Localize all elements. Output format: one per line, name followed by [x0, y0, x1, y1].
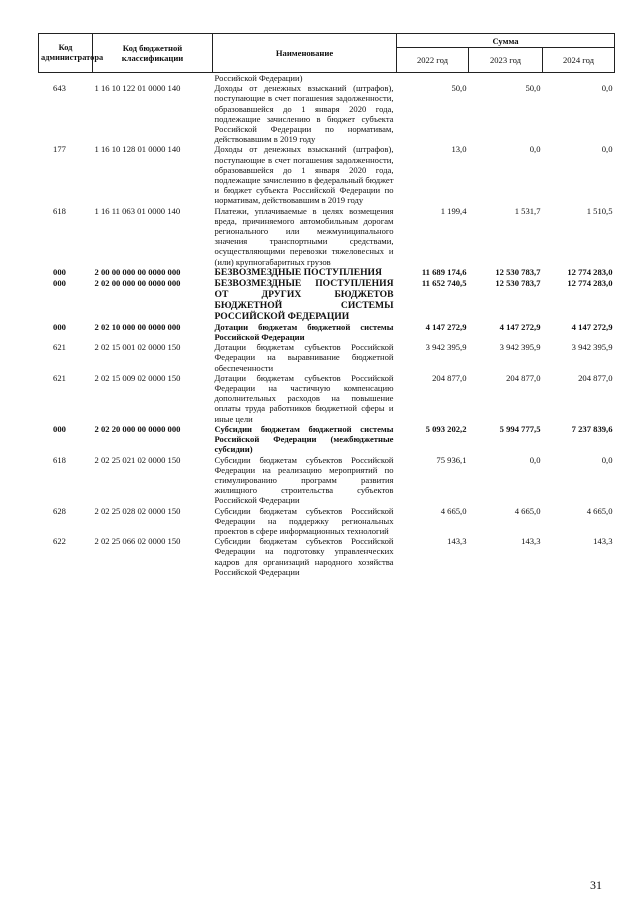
- admin-code: 000: [53, 423, 66, 434]
- table-row: [39, 342, 615, 373]
- table-row: [39, 83, 615, 144]
- sum-2023: 3 942 395,9: [499, 342, 541, 353]
- sum-2022: 204 877,0: [432, 372, 467, 383]
- header-budget-code: Код бюджетной классификации: [93, 34, 213, 73]
- sum-2024: 4 147 272,9: [571, 321, 613, 332]
- sum-2024: 0,0: [601, 144, 613, 155]
- sum-2024: 143,3: [593, 536, 613, 547]
- sum-2022: 1 199,4: [440, 205, 467, 216]
- sum-2022: 50,0: [451, 83, 467, 94]
- item-name: Субсидии бюджетам субъектов Российской Федерации на подготовку управленческих кадров для организаций народного хозяйства Российской Федерации: [214, 536, 394, 577]
- item-name: Субсидии бюджетам бюджетной системы Российской Федерации (межбюджетные субсидии): [214, 423, 394, 455]
- admin-code: 628: [53, 505, 66, 516]
- budget-code: 1 16 10 128 01 0000 140: [94, 144, 181, 155]
- table-row: [39, 267, 615, 278]
- sum-2023: 5 994 777,5: [499, 423, 541, 434]
- table-row: [39, 144, 615, 205]
- table-row: [39, 536, 615, 577]
- budget-code: 2 02 20 000 00 0000 000: [94, 423, 181, 434]
- budget-table: [38, 33, 615, 577]
- sum-2022: 3 942 395,9: [425, 342, 467, 353]
- sum-2024: 12 774 283,0: [567, 277, 613, 288]
- budget-code: [93, 73, 213, 84]
- table-row: [39, 73, 615, 84]
- admin-code: [39, 73, 93, 84]
- admin-code: 000: [53, 266, 66, 277]
- admin-code: 000: [53, 277, 66, 288]
- header-year-2023: 2023 год: [469, 48, 543, 73]
- sum-2023: 1 531,7: [514, 205, 541, 216]
- sum-2022: [397, 73, 469, 84]
- budget-code: 2 02 10 000 00 0000 000: [94, 321, 181, 332]
- sum-2024: 0,0: [601, 454, 613, 465]
- sum-2024: 12 774 283,0: [567, 266, 613, 277]
- sum-2023: 0,0: [529, 454, 541, 465]
- sum-2023: [469, 73, 543, 84]
- sum-2022: 13,0: [451, 144, 467, 155]
- sum-2023: 50,0: [525, 83, 541, 94]
- item-name: Доходы от денежных взысканий (штрафов), поступающие в счет погашения задолженности, образовавшейся до 1 января 2020 года, подлежащие зачислению в бюджет субъекта Российской Федерации по нормативам, действовавшим в 2019 году: [214, 83, 394, 145]
- item-name: Субсидии бюджетам субъектов Российской Федерации на реализацию мероприятий по стимулированию программ развития жилищного строительства субъектов Российской Федерации: [214, 454, 394, 506]
- sum-2024: 0,0: [601, 83, 613, 94]
- header-sum: Сумма: [397, 34, 615, 48]
- admin-code: 618: [53, 205, 66, 216]
- sum-2022: 11 689 174,6: [421, 266, 467, 277]
- item-name: БЕЗВОЗМЕЗДНЫЕ ПОСТУПЛЕНИЯ ОТ ДРУГИХ БЮДЖЕТОВ БЮДЖЕТНОЙ СИСТЕМЫ РОССИЙСКОЙ ФЕДЕРАЦИИ: [214, 277, 394, 322]
- item-name: Дотации бюджетам субъектов Российской Федерации на частичную компенсацию дополнительных расходов на повышение оплаты труда работников бюджетной сферы и иные цели: [214, 372, 394, 424]
- item-name: БЕЗВОЗМЕЗДНЫЕ ПОСТУПЛЕНИЯ: [214, 266, 382, 278]
- budget-code: 2 02 00 000 00 0000 000: [94, 277, 181, 288]
- item-name: Доходы от денежных взысканий (штрафов), поступающие в счет погашения задолженности, образовавшейся до 1 января 2020 года, подлежащие зачислению в федеральный бюджет и бюджет субъекта Российской Федерации по нормативам, действовавшим в 2019 году: [214, 144, 394, 206]
- table-row: [39, 322, 615, 342]
- budget-code: 2 00 00 000 00 0000 000: [94, 266, 181, 277]
- table-row: [39, 455, 615, 506]
- admin-code: 000: [53, 321, 66, 332]
- header-name: Наименование: [213, 34, 397, 73]
- budget-code: 1 16 11 063 01 0000 140: [94, 205, 181, 216]
- table-row: [39, 373, 615, 424]
- sum-2023: 0,0: [529, 144, 541, 155]
- budget-code: 2 02 15 009 02 0000 150: [94, 372, 181, 383]
- sum-2023: 4 147 272,9: [499, 321, 541, 332]
- item-name: Российской Федерации): [214, 73, 303, 83]
- table-row: [39, 206, 615, 267]
- sum-2022: 11 652 740,5: [421, 277, 467, 288]
- header-admin-code: Код администратора: [39, 34, 93, 73]
- table-row: [39, 424, 615, 455]
- admin-code: 618: [53, 454, 66, 465]
- header-year-2024: 2024 год: [543, 48, 615, 73]
- sum-2022: 75 936,1: [436, 454, 467, 465]
- sum-2022: 5 093 202,2: [425, 423, 467, 434]
- admin-code: 643: [53, 83, 66, 94]
- admin-code: 177: [53, 144, 66, 155]
- item-name: Дотации бюджетам субъектов Российской Федерации на выравнивание бюджетной обеспеченности: [214, 342, 394, 373]
- sum-2022: 4 665,0: [440, 505, 467, 516]
- budget-code: 2 02 25 028 02 0000 150: [94, 505, 181, 516]
- sum-2023: 12 530 783,7: [495, 266, 541, 277]
- sum-2022: 143,3: [447, 536, 467, 547]
- sum-2023: 4 665,0: [514, 505, 541, 516]
- sum-2023: 143,3: [521, 536, 541, 547]
- table-row: [39, 278, 615, 322]
- sum-2023: 12 530 783,7: [495, 277, 541, 288]
- admin-code: 621: [53, 372, 66, 383]
- item-name: Дотации бюджетам бюджетной системы Российской Федерации: [214, 321, 394, 343]
- admin-code: 622: [53, 536, 66, 547]
- sum-2022: 4 147 272,9: [425, 321, 467, 332]
- admin-code: 621: [53, 342, 66, 353]
- sum-2024: 1 510,5: [586, 205, 613, 216]
- sum-2023: 204 877,0: [506, 372, 541, 383]
- sum-2024: [543, 73, 615, 84]
- page-number: 31: [590, 878, 602, 892]
- budget-code: 2 02 25 021 02 0000 150: [94, 454, 181, 465]
- budget-code: 2 02 15 001 02 0000 150: [94, 342, 181, 353]
- sum-2024: 204 877,0: [578, 372, 613, 383]
- item-name: Платежи, уплачиваемые в целях возмещения вреда, причиняемого автомобильным дорогам регионального или межмуниципального значения транспортными средствами, осуществляющими перевозки тяжеловесных и (или) крупногабаритных грузов: [214, 205, 394, 267]
- sum-2024: 4 665,0: [586, 505, 613, 516]
- sum-2024: 3 942 395,9: [571, 342, 613, 353]
- table-body: [39, 73, 615, 577]
- header-year-2022: 2022 год: [397, 48, 469, 73]
- budget-code: 1 16 10 122 01 0000 140: [94, 83, 181, 94]
- budget-code: 2 02 25 066 02 0000 150: [94, 536, 181, 547]
- item-name: Субсидии бюджетам субъектов Российской Федерации на поддержку региональных проектов в сфере информационных технологий: [214, 505, 394, 536]
- sum-2024: 7 237 839,6: [571, 423, 613, 434]
- table-row: [39, 506, 615, 537]
